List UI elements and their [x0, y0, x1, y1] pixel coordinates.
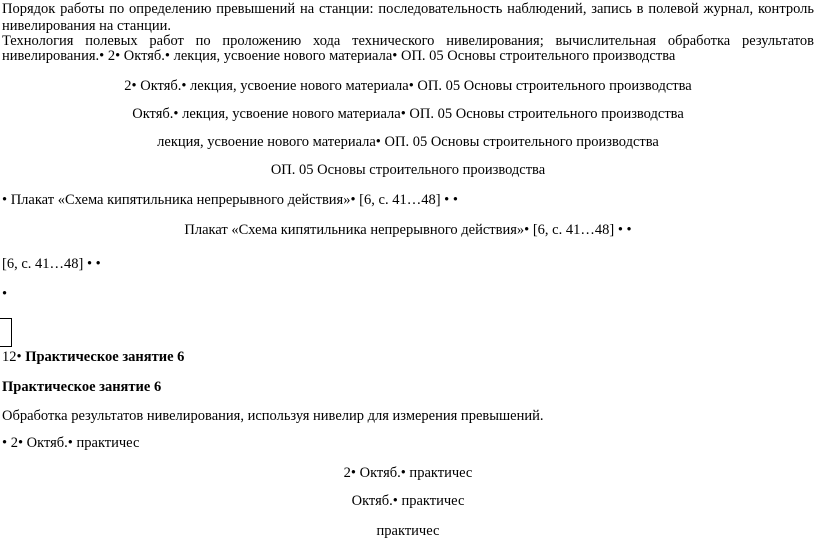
table-cell-border: [0, 318, 12, 347]
header-line-3: Технология полевых работ по проложению хода технического нивелирования; вычислительная обработка результатов: [2, 33, 814, 49]
practice-line-3: Октяб.• практичес: [351, 493, 465, 509]
practice-line-1: • 2• Октяб.• практичес: [2, 435, 140, 451]
practice-line-4: практичес: [376, 523, 440, 539]
practice-description: Обработка результатов нивелирования, используя нивелир для измерения превышений.: [2, 408, 544, 424]
poster-line-4: •: [2, 286, 8, 302]
header-line-4: нивелирования.• 2• Октяб.• лекция, усвоение нового материала• ОП. 05 Основы строительного производства: [2, 48, 676, 64]
header-line-2: нивелирования на станции.: [2, 18, 171, 34]
poster-line-3: [6, с. 41…48] • •: [2, 256, 101, 272]
lecture-line-3: лекция, усвоение нового материала• ОП. 05 Основы строительного производства: [157, 134, 659, 150]
practice-heading: [2, 349, 184, 366]
lecture-line-1: 2• Октяб.• лекция, усвоение нового материала• ОП. 05 Основы строительного производства: [124, 78, 692, 94]
lecture-line-2: Октяб.• лекция, усвоение нового материала• ОП. 05 Основы строительного производства: [132, 106, 684, 122]
practice-title: Практическое занятие 6: [25, 349, 185, 365]
lecture-line-4: ОП. 05 Основы строительного производства: [270, 162, 546, 178]
practice-number: 12•: [2, 349, 22, 365]
practice-title-repeat: Практическое занятие 6: [2, 379, 162, 395]
practice-line-2: 2• Октяб.• практичес: [343, 465, 473, 481]
poster-line-2: Плакат «Схема кипятильника непрерывного действия»• [6, с. 41…48] • •: [184, 222, 632, 238]
poster-line-1: • Плакат «Схема кипятильника непрерывного действия»• [6, с. 41…48] • •: [2, 192, 458, 208]
header-line-1: Порядок работы по определению превышений на станции: последовательность наблюдений, запись в полевой журнал, контроль: [2, 1, 814, 17]
